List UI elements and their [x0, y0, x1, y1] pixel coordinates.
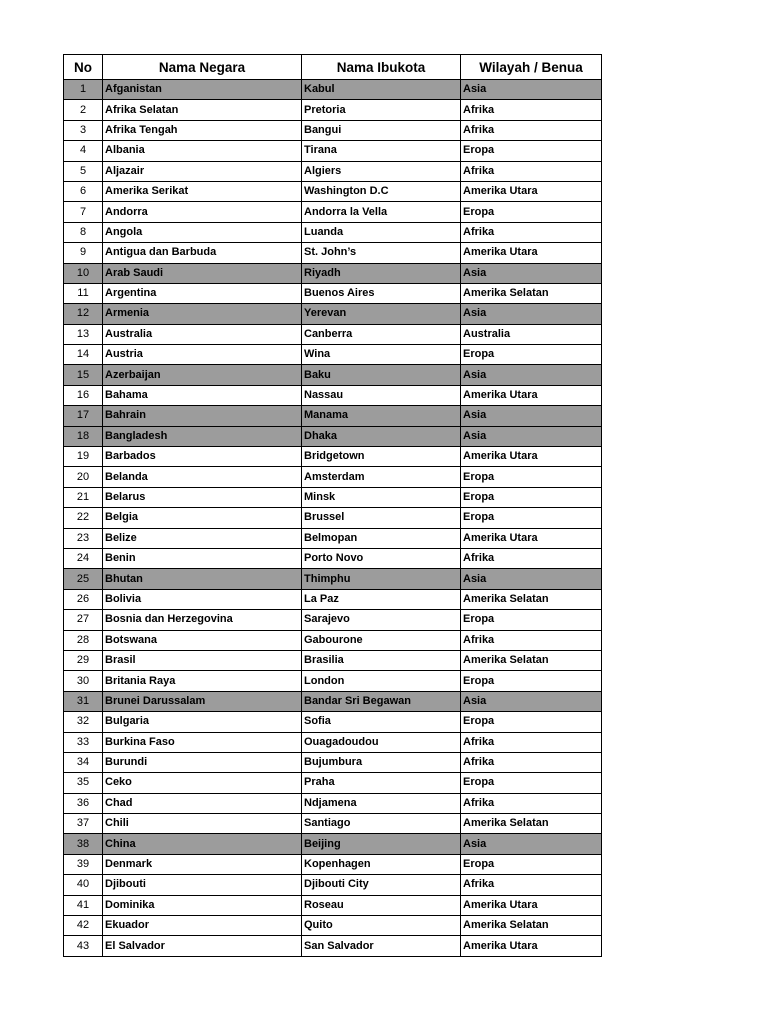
cell-region: Amerika Utara — [461, 385, 602, 405]
cell-no: 20 — [64, 467, 103, 487]
cell-country: Dominika — [103, 895, 302, 915]
header-no: No — [64, 55, 103, 80]
table-row — [64, 752, 602, 772]
cell-capital: St. John’s — [302, 243, 461, 263]
cell-no: 23 — [64, 528, 103, 548]
cell-no: 7 — [64, 202, 103, 222]
cell-country: Britania Raya — [103, 671, 302, 691]
cell-capital: Canberra — [302, 324, 461, 344]
cell-no: 17 — [64, 406, 103, 426]
cell-capital: Bandar Sri Begawan — [302, 691, 461, 711]
cell-region: Afrika — [461, 100, 602, 120]
cell-capital: Brussel — [302, 508, 461, 528]
cell-region: Eropa — [461, 202, 602, 222]
cell-capital: Tirana — [302, 141, 461, 161]
cell-region: Amerika Selatan — [461, 916, 602, 936]
table-row — [64, 263, 602, 283]
table-row — [64, 222, 602, 242]
cell-region: Afrika — [461, 222, 602, 242]
cell-no: 2 — [64, 100, 103, 120]
table-row — [64, 467, 602, 487]
cell-region: Asia — [461, 834, 602, 854]
cell-region: Afrika — [461, 752, 602, 772]
cell-capital: Djibouti City — [302, 875, 461, 895]
table-row — [64, 916, 602, 936]
cell-no: 18 — [64, 426, 103, 446]
cell-capital: Brasilia — [302, 650, 461, 670]
cell-no: 28 — [64, 630, 103, 650]
cell-capital: Bridgetown — [302, 447, 461, 467]
cell-region: Asia — [461, 406, 602, 426]
cell-region: Afrika — [461, 732, 602, 752]
cell-capital: Luanda — [302, 222, 461, 242]
cell-capital: Manama — [302, 406, 461, 426]
cell-no: 41 — [64, 895, 103, 915]
cell-no: 13 — [64, 324, 103, 344]
cell-region: Asia — [461, 80, 602, 100]
cell-no: 32 — [64, 712, 103, 732]
table-row — [64, 732, 602, 752]
cell-capital: Buenos Aires — [302, 283, 461, 303]
table-row — [64, 650, 602, 670]
cell-region: Eropa — [461, 854, 602, 874]
cell-no: 14 — [64, 345, 103, 365]
cell-region: Afrika — [461, 630, 602, 650]
cell-country: Belanda — [103, 467, 302, 487]
cell-region: Amerika Utara — [461, 181, 602, 201]
cell-country: China — [103, 834, 302, 854]
cell-no: 11 — [64, 283, 103, 303]
cell-capital: Wina — [302, 345, 461, 365]
cell-country: Afganistan — [103, 80, 302, 100]
cell-region: Eropa — [461, 508, 602, 528]
cell-region: Afrika — [461, 120, 602, 140]
cell-region: Amerika Utara — [461, 243, 602, 263]
cell-country: Chad — [103, 793, 302, 813]
cell-region: Eropa — [461, 487, 602, 507]
cell-no: 24 — [64, 548, 103, 568]
cell-region: Eropa — [461, 712, 602, 732]
table-row — [64, 283, 602, 303]
cell-capital: Algiers — [302, 161, 461, 181]
cell-no: 8 — [64, 222, 103, 242]
table-row — [64, 569, 602, 589]
cell-country: Bangladesh — [103, 426, 302, 446]
cell-capital: Praha — [302, 773, 461, 793]
cell-country: Belize — [103, 528, 302, 548]
cell-region: Amerika Selatan — [461, 283, 602, 303]
cell-capital: Quito — [302, 916, 461, 936]
cell-region: Amerika Utara — [461, 528, 602, 548]
cell-country: Argentina — [103, 283, 302, 303]
cell-country: Bahrain — [103, 406, 302, 426]
cell-capital: Dhaka — [302, 426, 461, 446]
header-capital: Nama Ibukota — [302, 55, 461, 80]
cell-capital: Minsk — [302, 487, 461, 507]
cell-no: 1 — [64, 80, 103, 100]
cell-country: Amerika Serikat — [103, 181, 302, 201]
cell-capital: Baku — [302, 365, 461, 385]
cell-capital: Yerevan — [302, 304, 461, 324]
cell-country: Brunei Darussalam — [103, 691, 302, 711]
cell-capital: Bangui — [302, 120, 461, 140]
cell-country: Botswana — [103, 630, 302, 650]
cell-capital: Kabul — [302, 80, 461, 100]
cell-country: Bosnia dan Herzegovina — [103, 610, 302, 630]
table-row — [64, 814, 602, 834]
table-row — [64, 120, 602, 140]
cell-country: Australia — [103, 324, 302, 344]
header-country: Nama Negara — [103, 55, 302, 80]
cell-no: 34 — [64, 752, 103, 772]
cell-region: Eropa — [461, 345, 602, 365]
cell-no: 4 — [64, 141, 103, 161]
cell-no: 36 — [64, 793, 103, 813]
cell-capital: Amsterdam — [302, 467, 461, 487]
cell-no: 39 — [64, 854, 103, 874]
table-row — [64, 712, 602, 732]
table-row — [64, 508, 602, 528]
cell-region: Amerika Utara — [461, 447, 602, 467]
cell-country: Ceko — [103, 773, 302, 793]
cell-capital: Thimphu — [302, 569, 461, 589]
table-row — [64, 487, 602, 507]
cell-region: Amerika Selatan — [461, 814, 602, 834]
cell-region: Afrika — [461, 875, 602, 895]
cell-capital: Sarajevo — [302, 610, 461, 630]
cell-country: Afrika Tengah — [103, 120, 302, 140]
table-row — [64, 324, 602, 344]
cell-region: Asia — [461, 263, 602, 283]
table-row — [64, 589, 602, 609]
cell-no: 19 — [64, 447, 103, 467]
cell-country: Armenia — [103, 304, 302, 324]
cell-country: Azerbaijan — [103, 365, 302, 385]
cell-capital: Riyadh — [302, 263, 461, 283]
table-body — [64, 80, 602, 957]
cell-capital: Sofia — [302, 712, 461, 732]
cell-country: Bhutan — [103, 569, 302, 589]
table-row — [64, 100, 602, 120]
table-row — [64, 936, 602, 956]
cell-country: Benin — [103, 548, 302, 568]
table-row — [64, 141, 602, 161]
cell-country: Bahama — [103, 385, 302, 405]
cell-capital: Belmopan — [302, 528, 461, 548]
cell-region: Afrika — [461, 793, 602, 813]
cell-capital: Gabourone — [302, 630, 461, 650]
cell-region: Asia — [461, 304, 602, 324]
cell-region: Asia — [461, 691, 602, 711]
table-header-row — [64, 55, 602, 80]
cell-no: 42 — [64, 916, 103, 936]
cell-region: Afrika — [461, 548, 602, 568]
table-row — [64, 345, 602, 365]
cell-country: Burkina Faso — [103, 732, 302, 752]
cell-no: 26 — [64, 589, 103, 609]
cell-country: Belarus — [103, 487, 302, 507]
cell-country: Austria — [103, 345, 302, 365]
cell-capital: London — [302, 671, 461, 691]
cell-country: El Salvador — [103, 936, 302, 956]
table-row — [64, 365, 602, 385]
cell-no: 38 — [64, 834, 103, 854]
cell-country: Djibouti — [103, 875, 302, 895]
cell-capital: Washington D.C — [302, 181, 461, 201]
header-region: Wilayah / Benua — [461, 55, 602, 80]
cell-no: 6 — [64, 181, 103, 201]
cell-capital: Santiago — [302, 814, 461, 834]
cell-country: Albania — [103, 141, 302, 161]
cell-no: 30 — [64, 671, 103, 691]
cell-country: Antigua dan Barbuda — [103, 243, 302, 263]
cell-country: Ekuador — [103, 916, 302, 936]
table-row — [64, 243, 602, 263]
cell-country: Aljazair — [103, 161, 302, 181]
cell-no: 27 — [64, 610, 103, 630]
table-row — [64, 528, 602, 548]
cell-country: Chili — [103, 814, 302, 834]
cell-region: Eropa — [461, 773, 602, 793]
cell-capital: Pretoria — [302, 100, 461, 120]
cell-no: 33 — [64, 732, 103, 752]
table-row — [64, 691, 602, 711]
table-row — [64, 406, 602, 426]
cell-capital: San Salvador — [302, 936, 461, 956]
table-row — [64, 304, 602, 324]
table-row — [64, 671, 602, 691]
cell-capital: Porto Novo — [302, 548, 461, 568]
table-row — [64, 854, 602, 874]
table-row — [64, 610, 602, 630]
cell-capital: Roseau — [302, 895, 461, 915]
cell-country: Brasil — [103, 650, 302, 670]
cell-no: 37 — [64, 814, 103, 834]
cell-no: 21 — [64, 487, 103, 507]
cell-region: Asia — [461, 569, 602, 589]
table-row — [64, 161, 602, 181]
cell-country: Bulgaria — [103, 712, 302, 732]
table-row — [64, 793, 602, 813]
cell-no: 15 — [64, 365, 103, 385]
cell-region: Eropa — [461, 141, 602, 161]
cell-region: Australia — [461, 324, 602, 344]
cell-capital: Nassau — [302, 385, 461, 405]
cell-no: 12 — [64, 304, 103, 324]
cell-country: Bolivia — [103, 589, 302, 609]
cell-no: 22 — [64, 508, 103, 528]
cell-region: Amerika Selatan — [461, 650, 602, 670]
table-row — [64, 895, 602, 915]
cell-capital: Kopenhagen — [302, 854, 461, 874]
cell-region: Amerika Utara — [461, 895, 602, 915]
table-row — [64, 834, 602, 854]
table-row — [64, 181, 602, 201]
table-row — [64, 548, 602, 568]
cell-country: Andorra — [103, 202, 302, 222]
cell-country: Belgia — [103, 508, 302, 528]
cell-country: Burundi — [103, 752, 302, 772]
cell-no: 10 — [64, 263, 103, 283]
cell-region: Amerika Utara — [461, 936, 602, 956]
cell-country: Angola — [103, 222, 302, 242]
table-row — [64, 447, 602, 467]
table-row — [64, 875, 602, 895]
cell-region: Eropa — [461, 467, 602, 487]
cell-region: Asia — [461, 365, 602, 385]
cell-capital: Bujumbura — [302, 752, 461, 772]
cell-capital: Ndjamena — [302, 793, 461, 813]
cell-capital: Andorra la Vella — [302, 202, 461, 222]
table-row — [64, 630, 602, 650]
cell-no: 9 — [64, 243, 103, 263]
cell-region: Amerika Selatan — [461, 589, 602, 609]
cell-no: 16 — [64, 385, 103, 405]
table-row — [64, 426, 602, 446]
cell-no: 40 — [64, 875, 103, 895]
table-row — [64, 773, 602, 793]
table-row — [64, 80, 602, 100]
cell-region: Eropa — [461, 671, 602, 691]
cell-no: 25 — [64, 569, 103, 589]
cell-country: Arab Saudi — [103, 263, 302, 283]
table-row — [64, 385, 602, 405]
cell-region: Asia — [461, 426, 602, 446]
country-capital-table — [63, 54, 602, 957]
cell-country: Barbados — [103, 447, 302, 467]
cell-country: Afrika Selatan — [103, 100, 302, 120]
cell-region: Afrika — [461, 161, 602, 181]
cell-no: 5 — [64, 161, 103, 181]
cell-capital: Beijing — [302, 834, 461, 854]
cell-no: 3 — [64, 120, 103, 140]
cell-no: 43 — [64, 936, 103, 956]
cell-region: Eropa — [461, 610, 602, 630]
cell-capital: La Paz — [302, 589, 461, 609]
cell-capital: Ouagadoudou — [302, 732, 461, 752]
cell-no: 31 — [64, 691, 103, 711]
cell-no: 29 — [64, 650, 103, 670]
cell-country: Denmark — [103, 854, 302, 874]
table-row — [64, 202, 602, 222]
cell-no: 35 — [64, 773, 103, 793]
